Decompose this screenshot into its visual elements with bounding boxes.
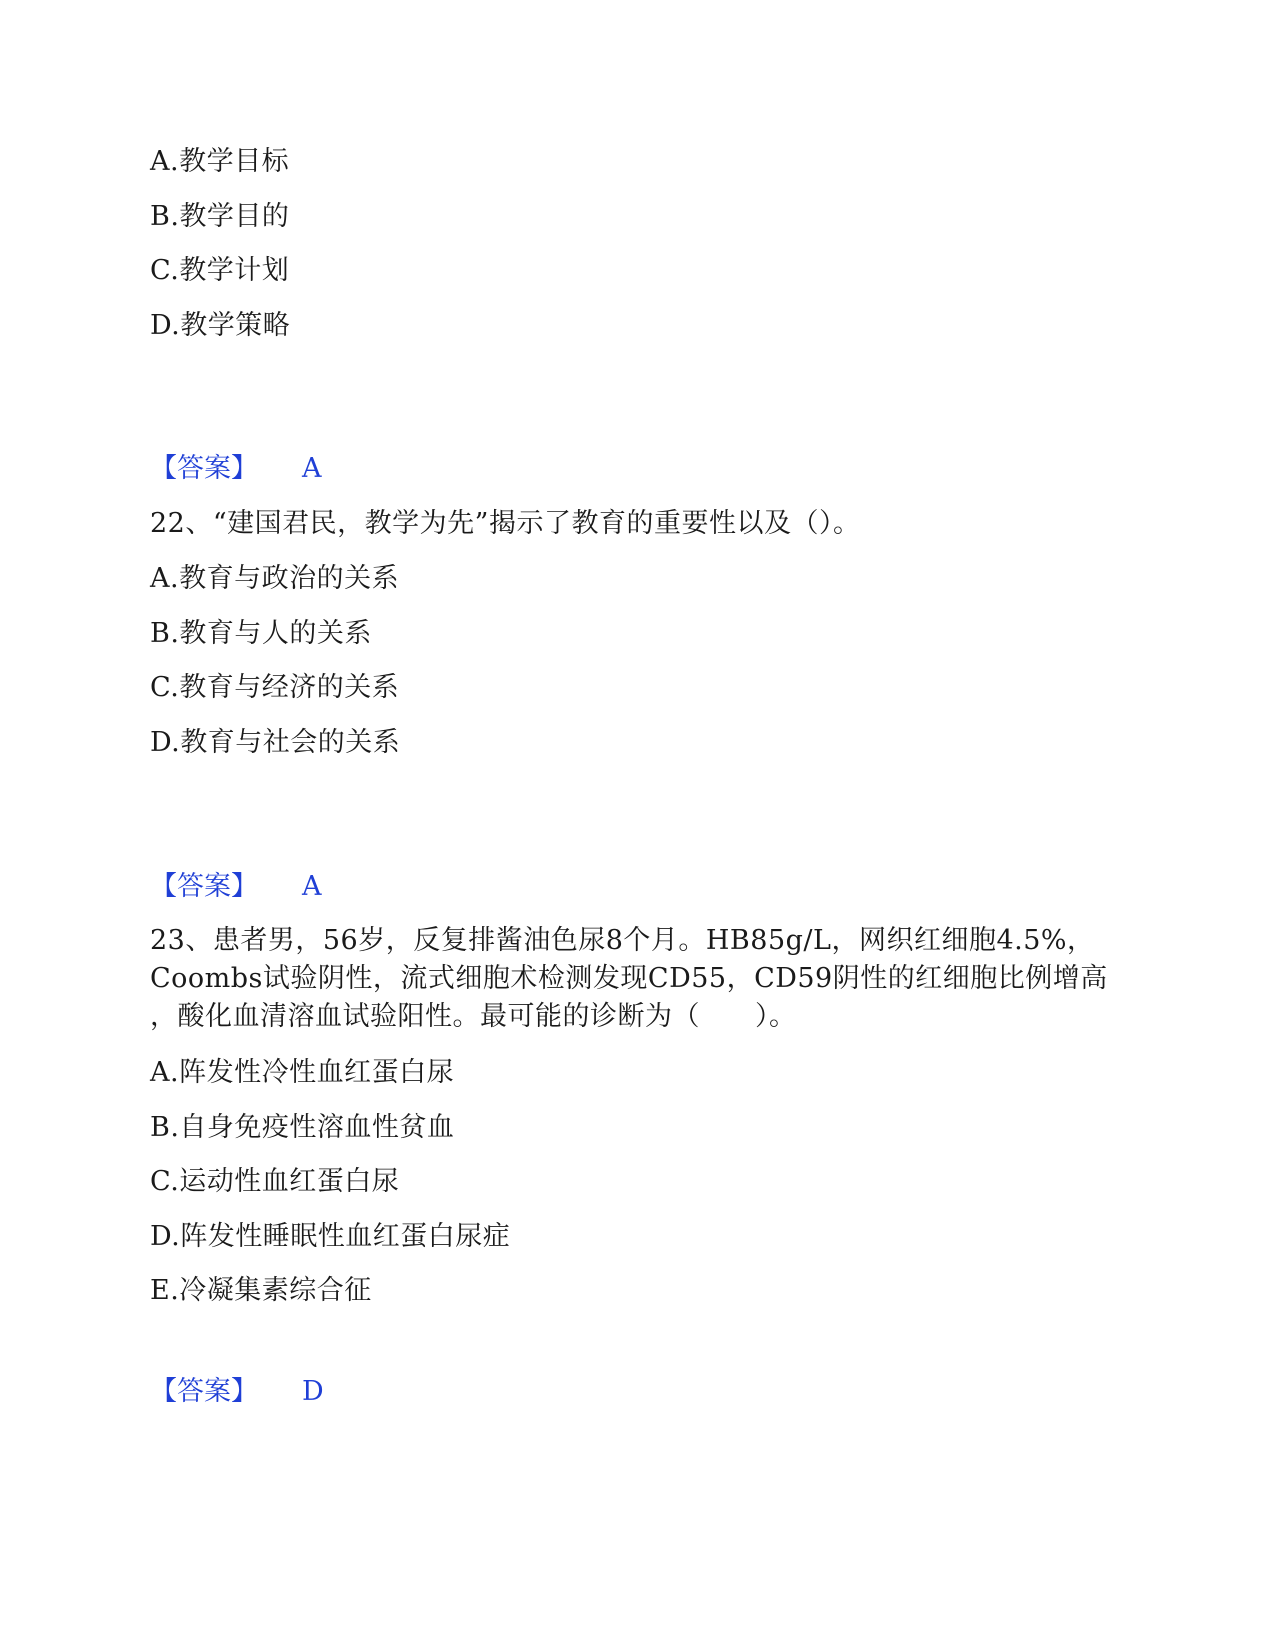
q23-stem-line-2: Coombs试验阴性，流式细胞术检测发现CD55，CD59阴性的红细胞比例增高 <box>150 963 1108 994</box>
q21-option-a: A.教学目标 <box>150 146 290 177</box>
answer-value: D <box>302 1376 324 1407</box>
q22-stem: 22、“建国君民，教学为先”揭示了教育的重要性以及（）。 <box>150 508 861 539</box>
q22-option-c: C.教育与经济的关系 <box>150 672 400 703</box>
q23-option-c: C.运动性血红蛋白尿 <box>150 1166 400 1197</box>
q23-option-e: E.冷凝集素综合征 <box>150 1275 372 1306</box>
answer-label: 【答案】 <box>150 453 258 484</box>
q23-option-a: A.阵发性冷性血红蛋白尿 <box>150 1057 455 1088</box>
q22-option-b: B.教育与人的关系 <box>150 618 372 649</box>
answer-value: A <box>302 453 322 484</box>
q23-option-d: D.阵发性睡眠性血红蛋白尿症 <box>150 1221 511 1252</box>
q22-answer <box>150 870 322 904</box>
q22-option-a: A.教育与政治的关系 <box>150 563 400 594</box>
q23-stem-line-3: ，酸化血清溶血试验阳性。最可能的诊断为（ ）。 <box>150 1001 797 1032</box>
q23-answer <box>150 1375 324 1409</box>
answer-value: A <box>302 871 322 902</box>
q21-option-c: C.教学计划 <box>150 255 290 286</box>
answer-label: 【答案】 <box>150 1376 258 1407</box>
q22-option-d: D.教育与社会的关系 <box>150 727 401 758</box>
q21-option-b: B.教学目的 <box>150 201 290 232</box>
q21-option-d: D.教学策略 <box>150 310 291 341</box>
q23-stem-line-1: 23、患者男，56岁，反复排酱油色尿8个月。HB85g/L，网织红细胞4.5%， <box>150 925 1095 956</box>
q23-option-b: B.自身免疫性溶血性贫血 <box>150 1112 455 1143</box>
answer-label: 【答案】 <box>150 871 258 902</box>
q21-answer <box>150 452 322 486</box>
